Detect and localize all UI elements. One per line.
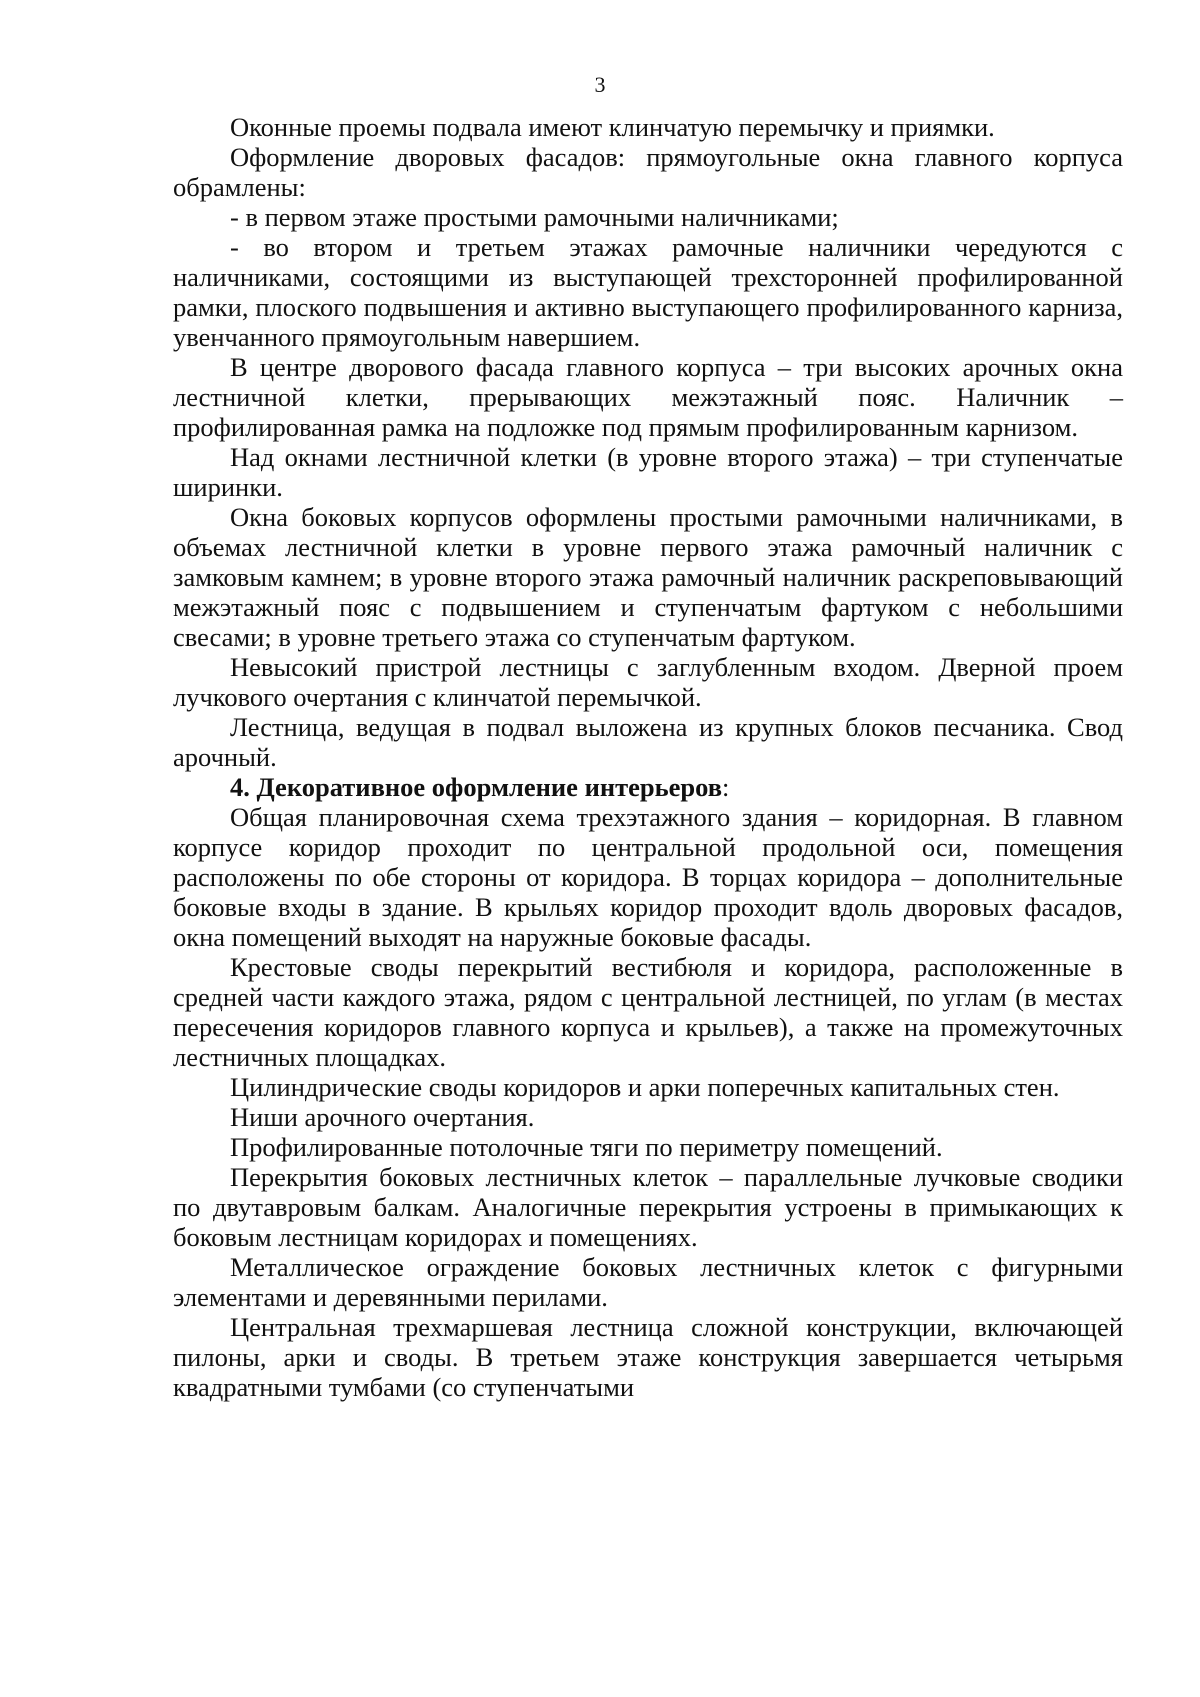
paragraph: Крестовые своды перекрытий вестибюля и коридора, расположенные в средней части каждого этажа, рядом с центральной лестницей, по углам (в местах пересечения коридоров главного корпуса и крыльев), а также на промежуточных лестничных площадках. (173, 952, 1123, 1072)
paragraph: Цилиндрические своды коридоров и арки поперечных капитальных стен. (230, 1072, 1060, 1102)
document-body (173, 112, 1123, 1402)
paragraph: В центре дворового фасада главного корпуса – три высоких арочных окна лестничной клетки, прерывающих межэтажный пояс. Наличник – профилированная рамка на подложке под прямым профилированным карнизом. (173, 352, 1123, 442)
page-number: 3 (594, 72, 606, 97)
section-heading (173, 772, 1123, 802)
paragraph: Центральная трехмаршевая лестница сложной конструкции, включающей пилоны, арки и своды. В третьем этаже конструкция завершается четырьмя квадратными тумбами (со ступенчатыми (173, 1312, 1123, 1402)
section-heading-suffix: : (722, 772, 730, 802)
paragraph: Оформление дворовых фасадов: прямоугольные окна главного корпуса обрамлены: (173, 142, 1123, 202)
paragraph: Невысокий пристрой лестницы с заглубленным входом. Дверной проем лучкового очертания с клинчатой перемычкой. (173, 652, 1123, 712)
paragraph: Оконные проемы подвала имеют клинчатую перемычку и приямки. (230, 112, 995, 142)
paragraph: - во втором и третьем этажах рамочные наличники чередуются с наличниками, состоящими из выступающей трехсторонней профилированной рамки, плоского подвышения и активно выступающего профилированного карниза, увенчанного прямоугольным навершием. (173, 232, 1123, 352)
paragraph: Ниши арочного очертания. (230, 1102, 535, 1132)
paragraph: Лестница, ведущая в подвал выложена из крупных блоков песчаника. Свод арочный. (173, 712, 1123, 772)
paragraph: Общая планировочная схема трехэтажного здания – коридорная. В главном корпусе коридор проходит по центральной продольной оси, помещения расположены по обе стороны от коридора. В торцах коридора – дополнительные боковые входы в здание. В крыльях коридор проходит вдоль дворовых фасадов, окна помещений выходят на наружные боковые фасады. (173, 802, 1123, 952)
paragraph: Над окнами лестничной клетки (в уровне второго этажа) – три ступенчатые ширинки. (173, 442, 1123, 502)
paragraph: Окна боковых корпусов оформлены простыми рамочными наличниками, в объемах лестничной клетки в уровне первого этажа рамочный наличник с замковым камнем; в уровне второго этажа рамочный наличник раскреповывающий межэтажный пояс с подвышением и ступенчатым фартуком с небольшими свесами; в уровне третьего этажа со ступенчатым фартуком. (173, 502, 1123, 652)
paragraph: Профилированные потолочные тяги по периметру помещений. (230, 1132, 943, 1162)
section-heading-title: 4. Декоративное оформление интерьеров (230, 772, 723, 802)
paragraph: - в первом этаже простыми рамочными наличниками; (230, 202, 839, 232)
paragraph: Металлическое ограждение боковых лестничных клеток с фигурными элементами и деревянными перилами. (173, 1252, 1123, 1312)
paragraph: Перекрытия боковых лестничных клеток – параллельные лучковые сводики по двутавровым балкам. Аналогичные перекрытия устроены в примыкающих к боковым лестницам коридорах и помещениях. (173, 1162, 1123, 1252)
